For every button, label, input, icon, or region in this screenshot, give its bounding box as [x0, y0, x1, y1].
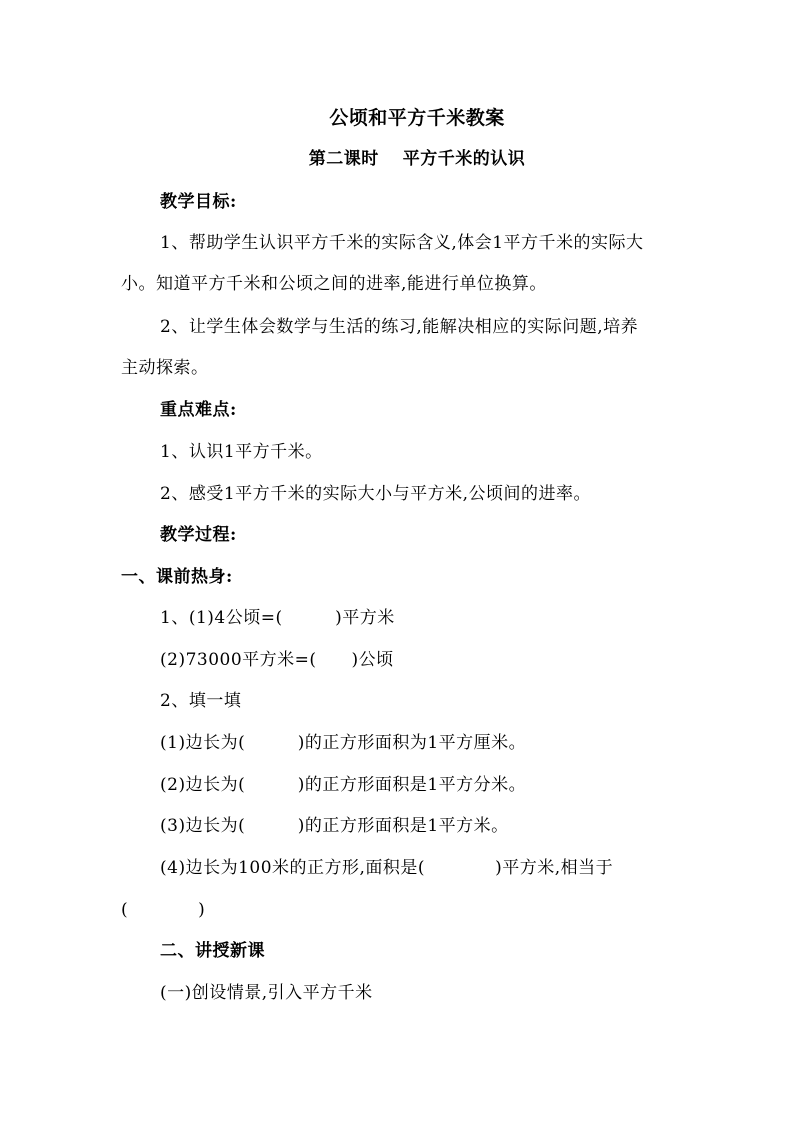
lesson-topic: 平方千米的认识 — [402, 149, 526, 169]
warmup-2: 2、填一填 — [160, 691, 242, 711]
lesson-number: 第二课时 — [308, 149, 379, 169]
warmup-1b: (2)73000平方米=( )公顷 — [160, 650, 394, 670]
objective-2-line-1: 2、让学生体会数学与生活的练习,能解决相应的实际问题,培养 — [160, 317, 639, 337]
fill-item-4-line-2: ( ) — [121, 900, 206, 920]
warmup-1a: 1、(1)4公顷=( )平方米 — [160, 608, 395, 628]
section-1-heading: 一、课前热身: — [121, 567, 233, 587]
fill-item-1: (1)边长为( )的正方形面积为1平方厘米。 — [160, 733, 527, 753]
objective-2-line-2: 主动探索。 — [121, 358, 209, 378]
keypoint-1: 1、认识1平方千米。 — [160, 442, 323, 462]
keypoint-2: 2、感受1平方千米的实际大小与平方米,公顷间的进率。 — [160, 484, 592, 504]
objectives-heading: 教学目标: — [160, 192, 237, 212]
fill-item-2: (2)边长为( )的正方形面积是1平方分米。 — [160, 775, 527, 795]
fill-item-4-line-1: (4)边长为100米的正方形,面积是( )平方米,相当于 — [160, 858, 614, 878]
subsection-1: (一)创设情景,引入平方千米 — [160, 983, 373, 1003]
objective-1-line-1: 1、帮助学生认识平方千米的实际含义,体会1平方千米的实际大 — [160, 233, 644, 253]
lesson-subtitle — [0, 147, 794, 171]
document-title: 公顷和平方千米教案 — [329, 107, 505, 129]
keypoints-heading: 重点难点: — [160, 400, 237, 420]
process-heading: 教学过程: — [160, 525, 237, 545]
objective-1-line-2: 小。知道平方千米和公顷之间的进率,能进行单位换算。 — [121, 274, 547, 294]
fill-item-3: (3)边长为( )的正方形面积是1平方米。 — [160, 816, 509, 836]
section-2-heading: 二、讲授新课 — [160, 941, 265, 961]
